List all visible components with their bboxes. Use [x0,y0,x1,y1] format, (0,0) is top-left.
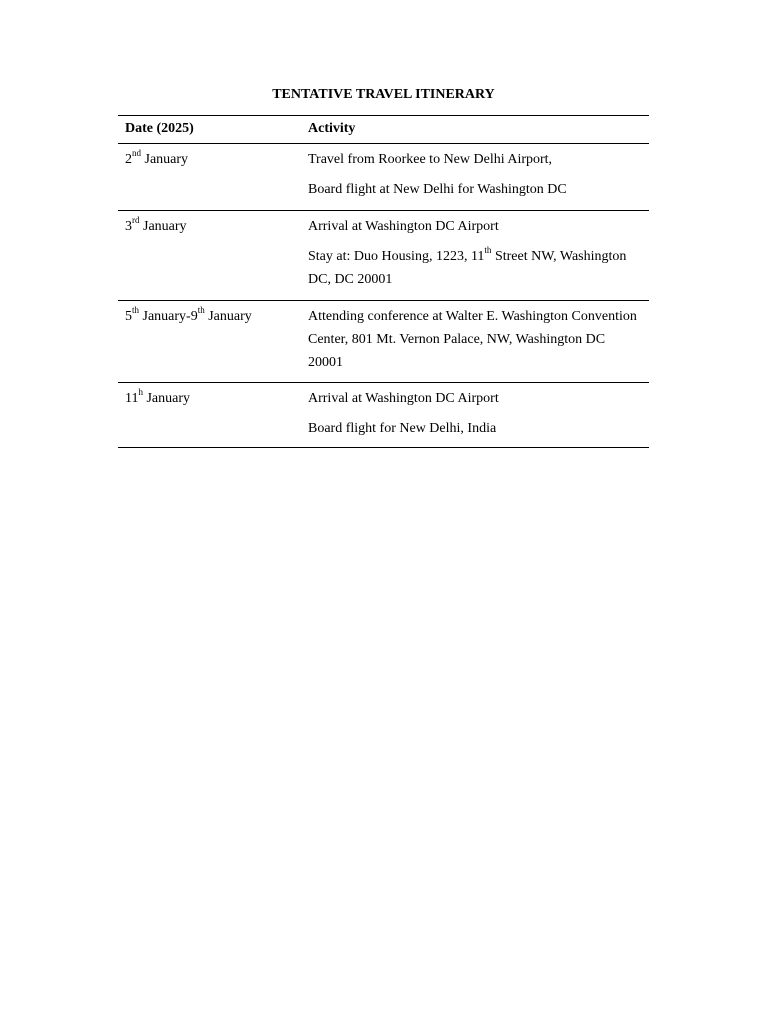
date-cell: 3rd January [125,215,187,234]
itinerary-table [118,115,649,448]
stay-text: Stay at: Duo Housing, 1223, 11th Street NW, Washington DC, DC 20001 [308,245,627,287]
date-cell: 2nd January [125,148,189,167]
activity-text: Board flight at New Delhi for Washington DC [308,182,567,197]
date-cell: 11$^h$ January [125,387,191,406]
activity-text: Board flight for New Delhi, India [308,421,497,436]
table-row [118,383,649,448]
table-row [118,211,649,301]
activity-cell [308,148,649,210]
table-row [118,144,649,211]
activity-cell [308,387,649,447]
date-column-header: Date (2025) [125,121,194,136]
activity-column-header: Activity [308,121,356,136]
date-cell: 5th January-9th January [125,305,252,324]
activity-text: Travel from Roorkee to New Delhi Airport, [308,152,553,167]
page-title: TENTATIVE TRAVEL ITINERARY [272,87,495,102]
table-row [118,301,649,383]
activity-text: Arrival at Washington DC Airport [308,219,499,234]
table-header-row [118,116,649,144]
activity-text: Arrival at Washington DC Airport [308,391,499,406]
activity-text: Attending conference at Walter E. Washington Convention Center, 801 Mt. Vernon Palace, NW, Washington DC 20001 [308,309,637,370]
activity-cell [308,305,649,382]
activity-cell [308,215,649,300]
